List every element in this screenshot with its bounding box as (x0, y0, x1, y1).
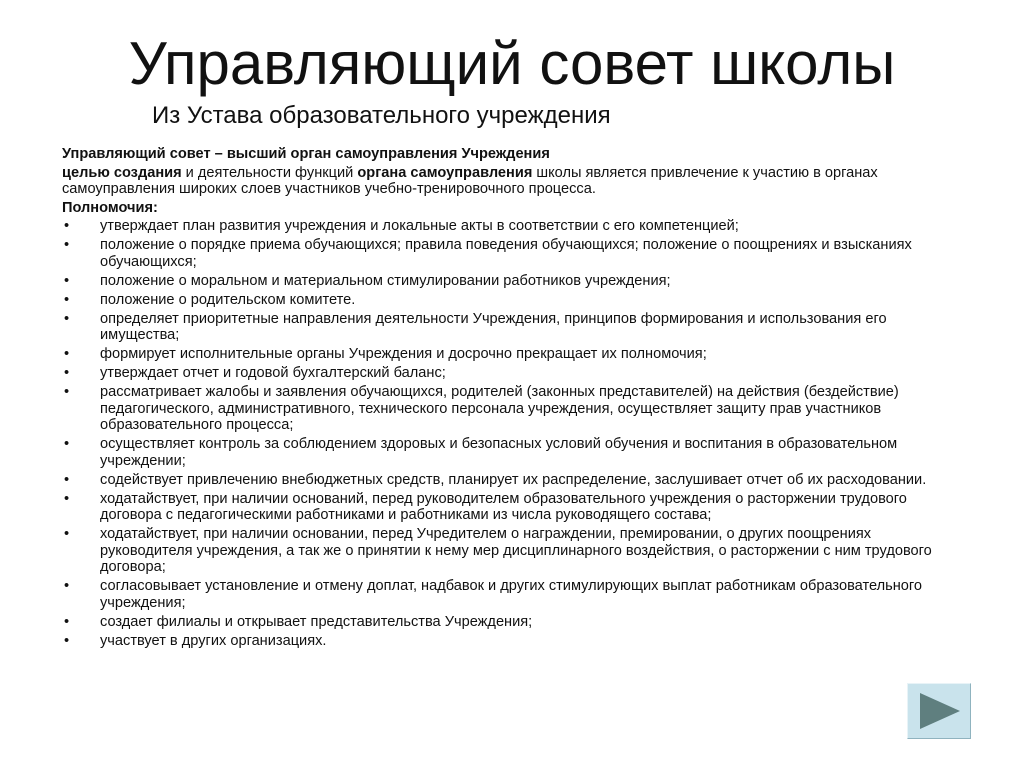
power-item (62, 578, 962, 611)
powers-heading: Полномочия: (62, 199, 158, 216)
power-item-text: содействует привлечению внебюджетных средств, планирует их распределение, заслушивает отчет об их расходовании. (100, 471, 927, 488)
bullet-icon: • (64, 526, 70, 542)
power-item-text: ходатайствует, при наличии оснований, перед руководителем образовательного учреждения о расторжении трудового договора с педагогическими работниками и работниками из числа руководящего состава; (100, 490, 907, 523)
power-item-text: ходатайствует, при наличии основании, перед Учредителем о награждении, премировании, о других поощрениях руководителя учреждения, а так же о принятии к нему мер дисциплинарного воздействия, о расторжении с ним трудового договора; (100, 526, 932, 575)
bullet-icon: • (64, 291, 70, 308)
power-item-text: рассматривает жалобы и заявления обучающихся, родителей (законных представителей) на действия (бездействие) педагогического, административного, технического персонала учреждения, осуществляет защиту прав участников образовательного процесса; (100, 384, 899, 433)
power-item (62, 311, 962, 344)
power-item-text: осуществляет контроль за соблюдением здоровых и безопасных условий обучения и воспитания в образовательном учреждении; (100, 436, 898, 469)
bullet-icon: • (64, 310, 70, 327)
play-triangle-icon (908, 684, 970, 738)
power-item-text: определяет приоритетные направления деятельности Учреждения, принципов формирования и использования его имущества; (100, 310, 887, 343)
bullet-icon: • (64, 436, 70, 452)
power-item (62, 491, 962, 524)
power-item-text: положение о моральном и материальном стимулировании работников учреждения; (100, 272, 671, 289)
power-item (62, 237, 962, 270)
charter-content (62, 146, 962, 652)
power-item (62, 633, 962, 650)
power-item-text: положение о родительском комитете. (100, 291, 356, 308)
bullet-icon: • (64, 613, 70, 630)
goal-bold-2: органа самоуправления (357, 164, 533, 181)
bullet-icon: • (64, 346, 70, 362)
bullet-icon: • (64, 490, 70, 507)
goal-paragraph (62, 165, 962, 198)
power-item (62, 472, 962, 489)
power-item-text: формирует исполнительные органы Учреждения и досрочно прекращает их полномочия; (100, 346, 707, 362)
power-item (62, 273, 962, 290)
power-item (62, 365, 962, 382)
next-slide-button[interactable] (907, 683, 971, 739)
power-item (62, 526, 962, 576)
power-item-text: утверждает отчет и годовой бухгалтерский баланс; (100, 365, 446, 381)
bullet-icon: • (64, 218, 70, 234)
power-item (62, 218, 962, 235)
powers-list (62, 218, 962, 649)
power-item (62, 436, 962, 469)
power-item (62, 384, 962, 434)
goal-text-2: школы является привлечение к участию в органах самоуправления широких слоев участников учебно-тренировочного процесса. (62, 164, 878, 197)
goal-bold-1: целью создания (62, 164, 182, 181)
power-item-text: создает филиалы и открывает представительства Учреждения; (100, 613, 533, 630)
definition-text: Управляющий совет – высший орган самоуправления Учреждения (62, 146, 550, 162)
definition-paragraph (62, 146, 962, 163)
power-item-text: участвует в других организациях. (100, 632, 327, 649)
bullet-icon: • (64, 384, 70, 400)
power-item (62, 346, 962, 363)
power-item-text: утверждает план развития учреждения и локальные акты в соответствии с его компетенцией; (100, 218, 739, 234)
page-subtitle: Из Устава образовательного учреждения (152, 102, 611, 129)
power-item-text: положение о порядке приема обучающихся; правила поведения обучающихся; положение о поощрениях и взысканиях обучающихся; (100, 237, 912, 270)
bullet-icon: • (64, 272, 70, 289)
bullet-icon: • (64, 471, 70, 488)
bullet-icon: • (64, 578, 70, 594)
power-item (62, 614, 962, 631)
page-title: Управляющий совет школы (128, 30, 896, 97)
bullet-icon: • (64, 237, 70, 253)
power-item-text: согласовывает установление и отмену доплат, надбавок и других стимулирующих выплат работникам образовательного учреждения; (100, 578, 923, 611)
bullet-icon: • (64, 632, 70, 649)
powers-heading-paragraph (62, 200, 962, 217)
power-item (62, 292, 962, 309)
bullet-icon: • (64, 365, 70, 381)
goal-text-1: и деятельности функций (181, 164, 358, 181)
